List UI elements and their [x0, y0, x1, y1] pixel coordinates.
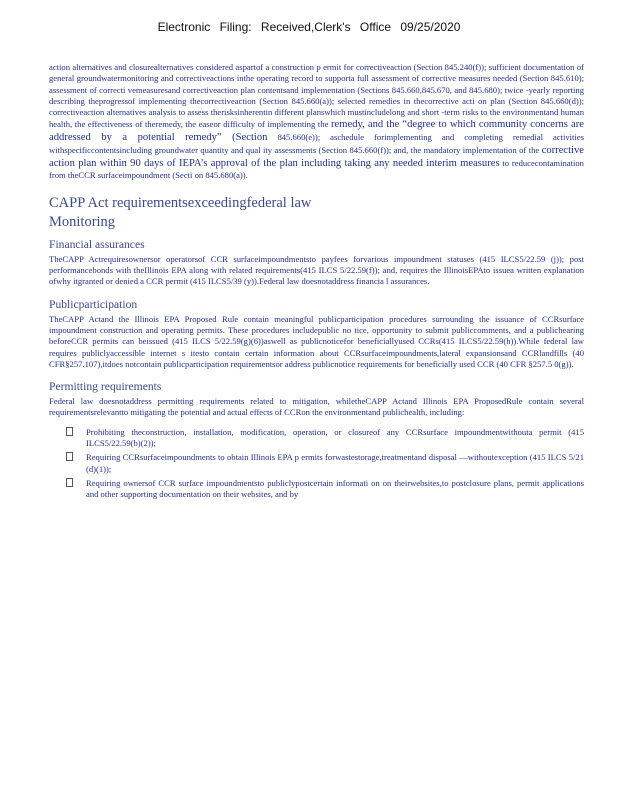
intro-paragraph [49, 62, 584, 182]
section-subtitle: Monitoring [49, 213, 116, 230]
document-body [49, 62, 584, 504]
bullet-box-icon [66, 452, 73, 461]
public-heading: Publicparticipation [49, 297, 138, 311]
financial-heading: Financial assurances [49, 237, 145, 251]
bullet-text: Prohibiting theconstruction, installation, modification, operation, or closureof any CCRsurface impoundmentwithouta permit (415 ILCS5/22.59(b)(2)); [86, 426, 584, 449]
bullet-item [49, 452, 584, 475]
intro-text-5: to reducecontamination from theCCR surfaceimpoundment (Secti on 845.680(a)). [49, 158, 584, 181]
bullet-item [49, 478, 584, 501]
intro-text-1: action alternatives and closurealternatives considered aspartof a construction p ermit for correctiveaction (Section 845.240(f)); sufficient documentation of general groundwatermonitoring and correctiveactions inthe operating record to supporta full assessment of corrective measures needed (Section 845.610); assessment of correcti vemeasuresand correctiveaction plan contentsand implementation (Sections 845.660,845.670, and 845.680); twice -yearly reporting describing theprogressof implementing thecorrectiveaction (Section 845.660(a)); selected remedies in thecorrective acti on plan (Section 845.660(d)); correctiveaction alternatives analysis to assess therisksinherentin different planswhich mustincludelong and short -term risks to the environmentand human health, the effectiveness of theremedy, the easeor difficulty of implementing the [49, 62, 584, 130]
permitting-bullet-list [49, 427, 584, 501]
bullet-item [49, 427, 584, 450]
intro-text-4: corrective action plan within 90 days of IEPA’s approval of the plan including taking any needed interim measures [49, 145, 584, 170]
intro-text-2: remedy, and the “degree to which community concerns are addressed by a potential remedy” (Section [49, 119, 584, 144]
section-title: CAPP Act requirementsexceedingfederal law [49, 194, 312, 211]
intro-text-3: 845.660(e)); aschedule forimplementing and completing remedial activities withspecificcontentsincluding groundwater quantity and qual ity assessments (Section 845.660(f)); and, the mandatory implementation of the [49, 132, 584, 156]
financial-paragraph: TheCAPP Actrequiresownersor operatorsof CCR surfaceimpoundmentsto payfees forvarious impoundment statuses (415 ILCS5/22.59 (j)); post performancebonds with theIllinois EPA along with related requirements(415 ILCS 5/22.59(f)); and, requires the IllinoisEPAto issuea written explanation ofwhy itgranted or denied a CCR permit (415 ILCS5/39 (y)).Federal law doesnotaddress financia l assurances. [49, 253, 584, 287]
bullet-box-icon [66, 478, 73, 487]
bullet-text: Requiring ownersof CCR surface impoundmentsto publiclypostcertain informati on on theirwebsites,to postclosure plans, permit applications and other supporting documentation on their websites, and by [86, 477, 584, 500]
public-paragraph: TheCAPP Actand the Illinois EPA Proposed Rule contain meaningful publicparticipation procedures surrounding the issuance of CCRsurface impoundment construction and operating permits. These procedures includepublic no tice, opportunity to submit publiccomments, and a publichearing beforeCCR permits can beissued (415 ILCS 5/22.59(g)(6))aswell as publicnoticefor beneficiallyused CCRs(415 ILCS5/22.59(h)).While federal law requires publiclyaccessible internet s itesto contain certain information about CCRsurfaceimpoundments,lateral expansionsand CCRlandfills (40 CFR§257.107),itdoes notcontain publicparticipation requirementsor address publicnotice requirements for beneficially used CCR (40 CFR §257.5 0(g)). [49, 313, 584, 369]
bullet-box-icon [66, 427, 73, 436]
bullet-text: Requiring CCRsurfaceimpoundments to obtain Illinois EPA p ermits forwastestorage,treatmentand disposal —withoutexception (415 ILCS 5/21 (d)(1)); [86, 452, 584, 474]
permitting-heading: Permitting requirements [49, 380, 162, 394]
permitting-paragraph: Federal law doesnotaddress permitting requirements related to mitigation, whiletheCAPP Actand Illinois EPA ProposedRule contain several requirementsrelevantto mitigating the potential and actual effects of CCRon the environmentand publichealth, including: [49, 396, 584, 418]
filing-header: Electronic Filing: Received,Clerk's Office 09/25/2020 [157, 20, 461, 34]
